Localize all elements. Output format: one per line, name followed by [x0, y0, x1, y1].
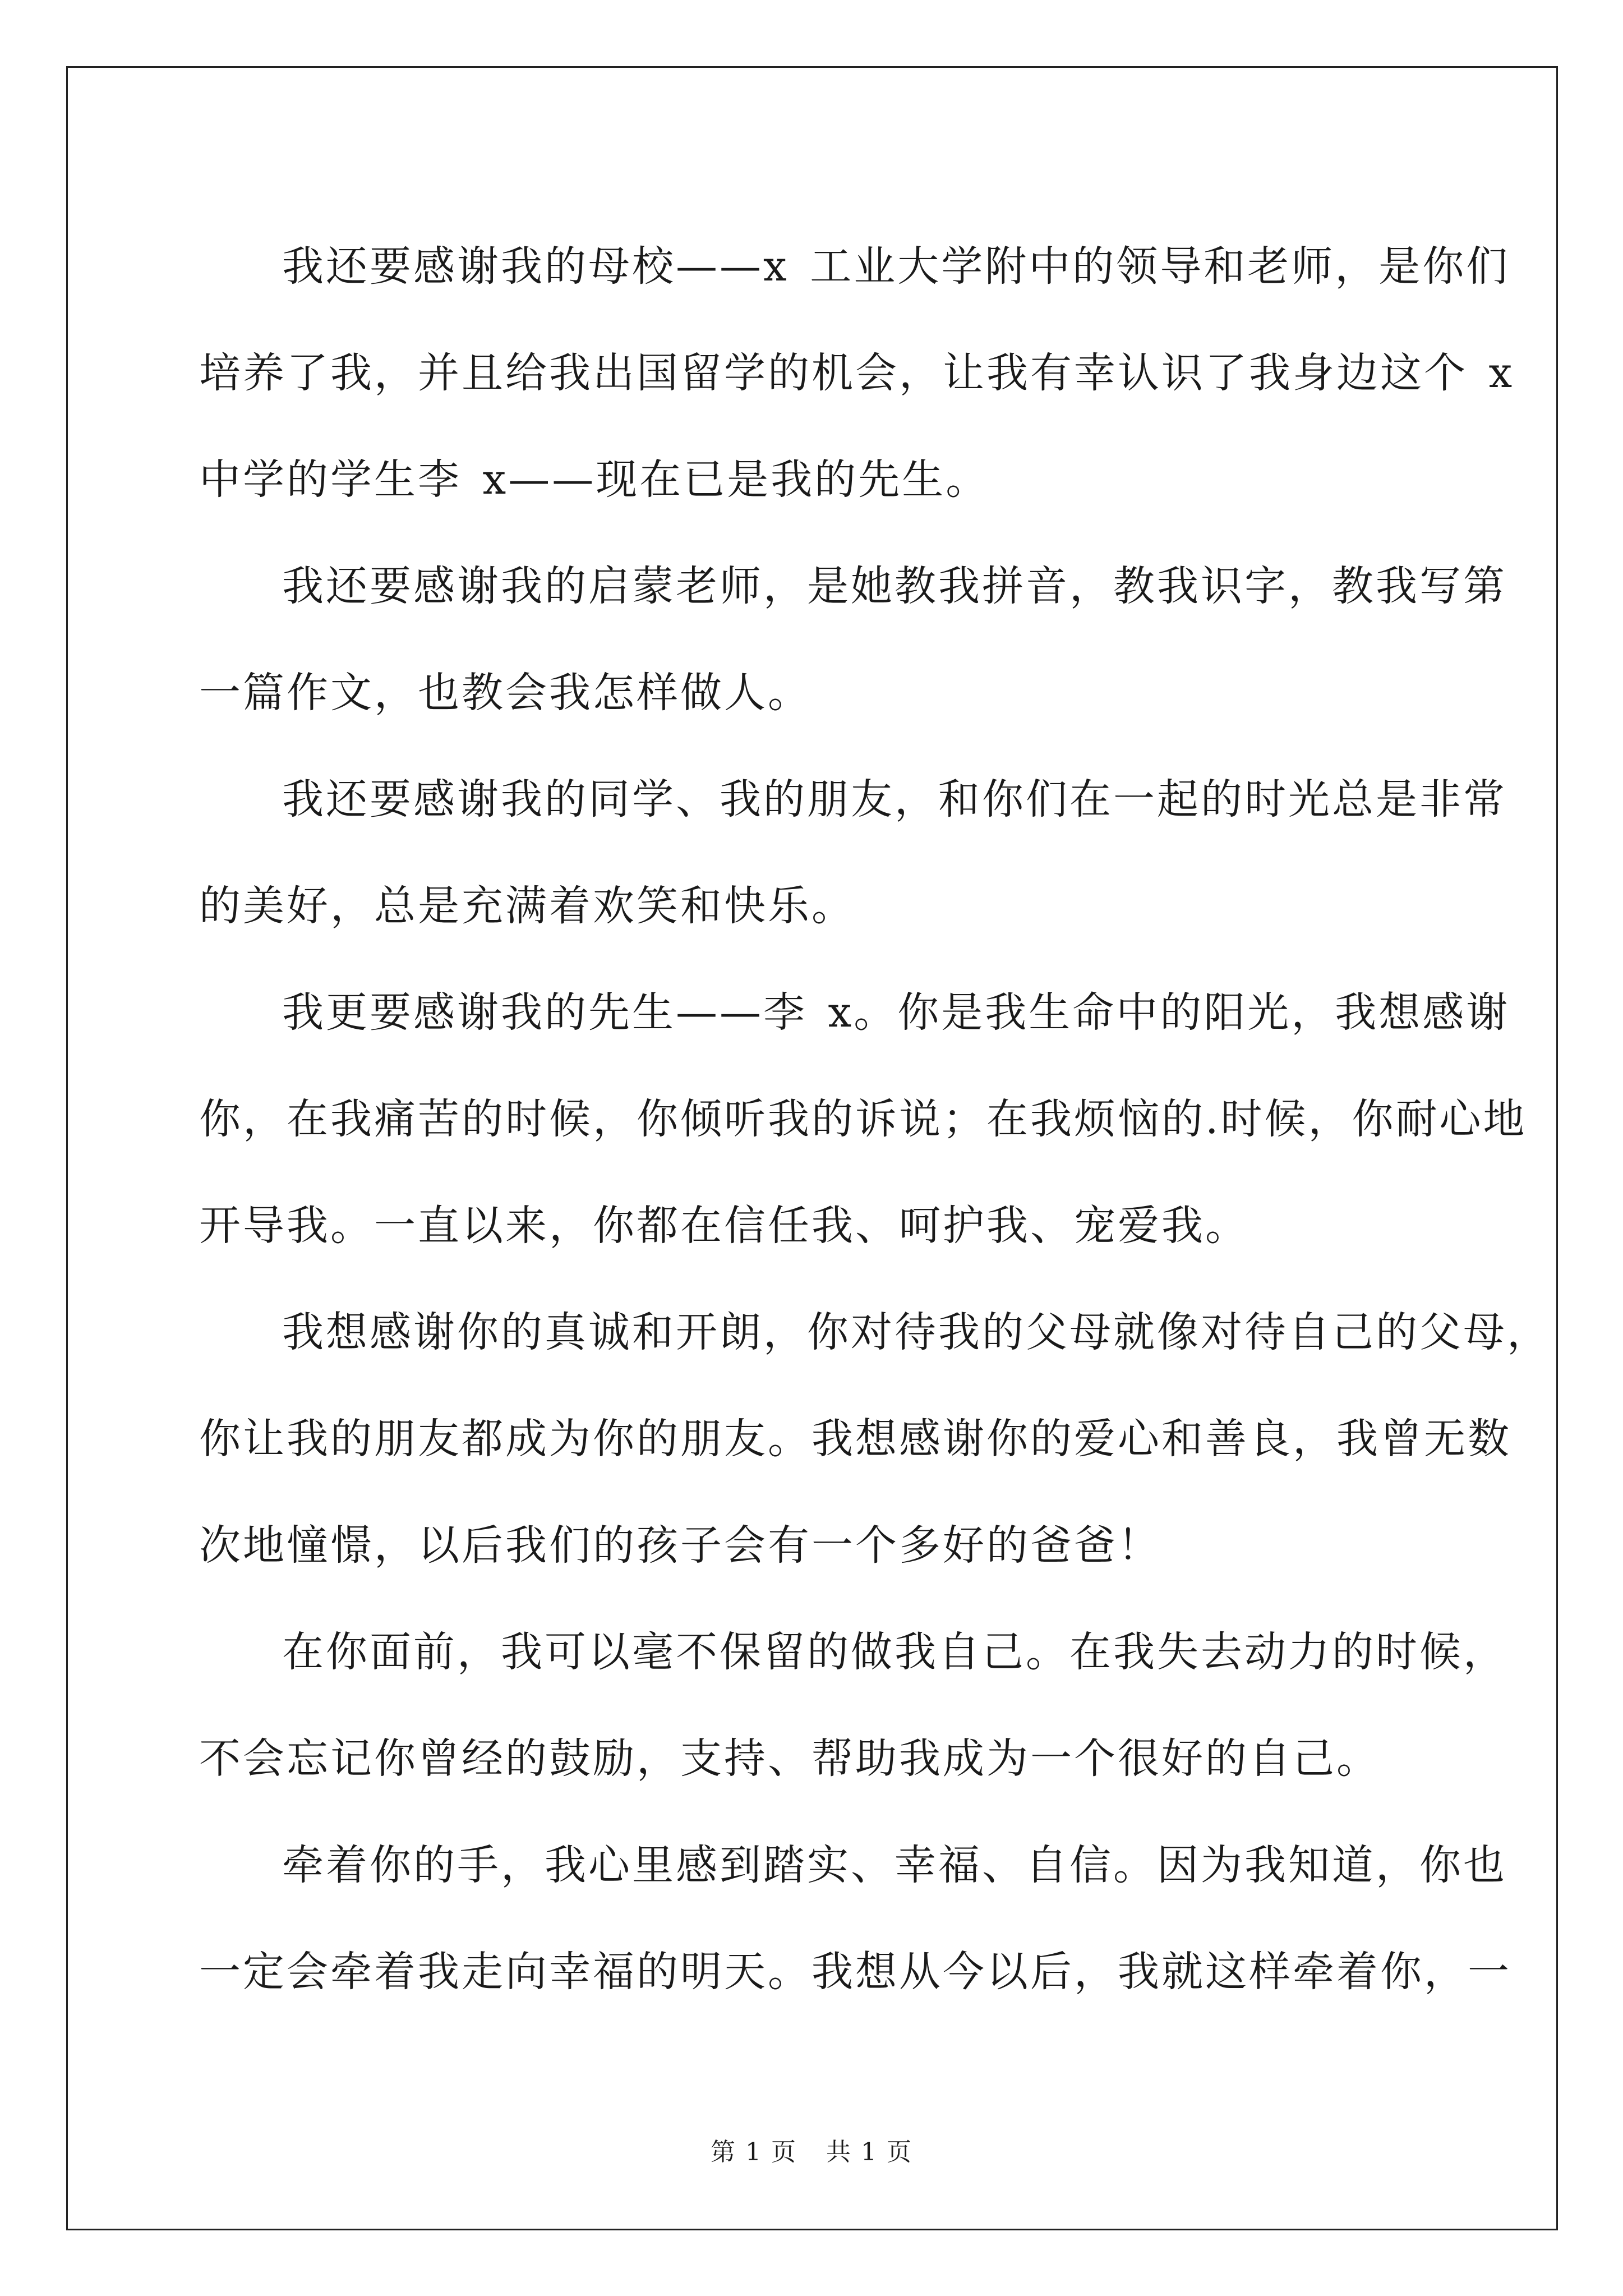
- page-number-total: 共 1 页: [826, 2138, 912, 2166]
- paragraph-line: 我还要感谢我的启蒙老师，是她教我拼音，教我识字，教我写第: [282, 562, 1507, 610]
- document-body: [199, 213, 1551, 2025]
- paragraph-line: 我更要感谢我的先生——李 x。你是我生命中的阳光，我想感谢: [282, 988, 1510, 1037]
- paragraph-line: 你，在我痛苦的时候，你倾听我的诉说；在我烦恼的.时候，你耐心地: [199, 1095, 1527, 1143]
- paragraph-line: 中学的学生李 x——现在已是我的先生。: [199, 455, 990, 504]
- paragraph-line: 我还要感谢我的同学、我的朋友，和你们在一起的时光总是非常: [282, 775, 1507, 823]
- paragraph-line: 的美好，总是充满着欢笑和快乐。: [199, 882, 855, 930]
- paragraph-line: 我想感谢你的真诚和开朗，你对待我的父母就像对待自己的父母，: [282, 1308, 1551, 1356]
- paragraph-line: 开导我。一直以来，你都在信任我、呵护我、宠爱我。: [199, 1202, 1249, 1250]
- paragraph-line: 不会忘记你曾经的鼓励，支持、帮助我成为一个很好的自己。: [199, 1734, 1380, 1783]
- paragraph-line: 培养了我，并且给我出国留学的机会，让我有幸认识了我身边这个 x: [199, 349, 1515, 397]
- paragraph-line: 牵着你的手，我心里感到踏实、幸福、自信。因为我知道，你也: [282, 1841, 1507, 1889]
- paragraph-line: 一定会牵着我走向幸福的明天。我想从今以后，我就这样牵着你，一: [199, 1948, 1511, 1996]
- paragraph-line: 你让我的朋友都成为你的朋友。我想感谢你的爱心和善良，我曾无数: [199, 1415, 1511, 1463]
- page-number-current: 第 1 页: [711, 2138, 797, 2166]
- page-footer: [0, 2132, 1623, 2168]
- paragraph-line: 一篇作文，也教会我怎样做人。: [199, 669, 811, 717]
- paragraph-line: 我还要感谢我的母校——x 工业大学附中的领导和老师，是你们: [282, 242, 1510, 291]
- paragraph-line: 次地憧憬，以后我们的孩子会有一个多好的爸爸！: [199, 1521, 1161, 1570]
- paragraph-line: 在你面前，我可以毫不保留的做我自己。在我失去动力的时候，: [282, 1628, 1507, 1676]
